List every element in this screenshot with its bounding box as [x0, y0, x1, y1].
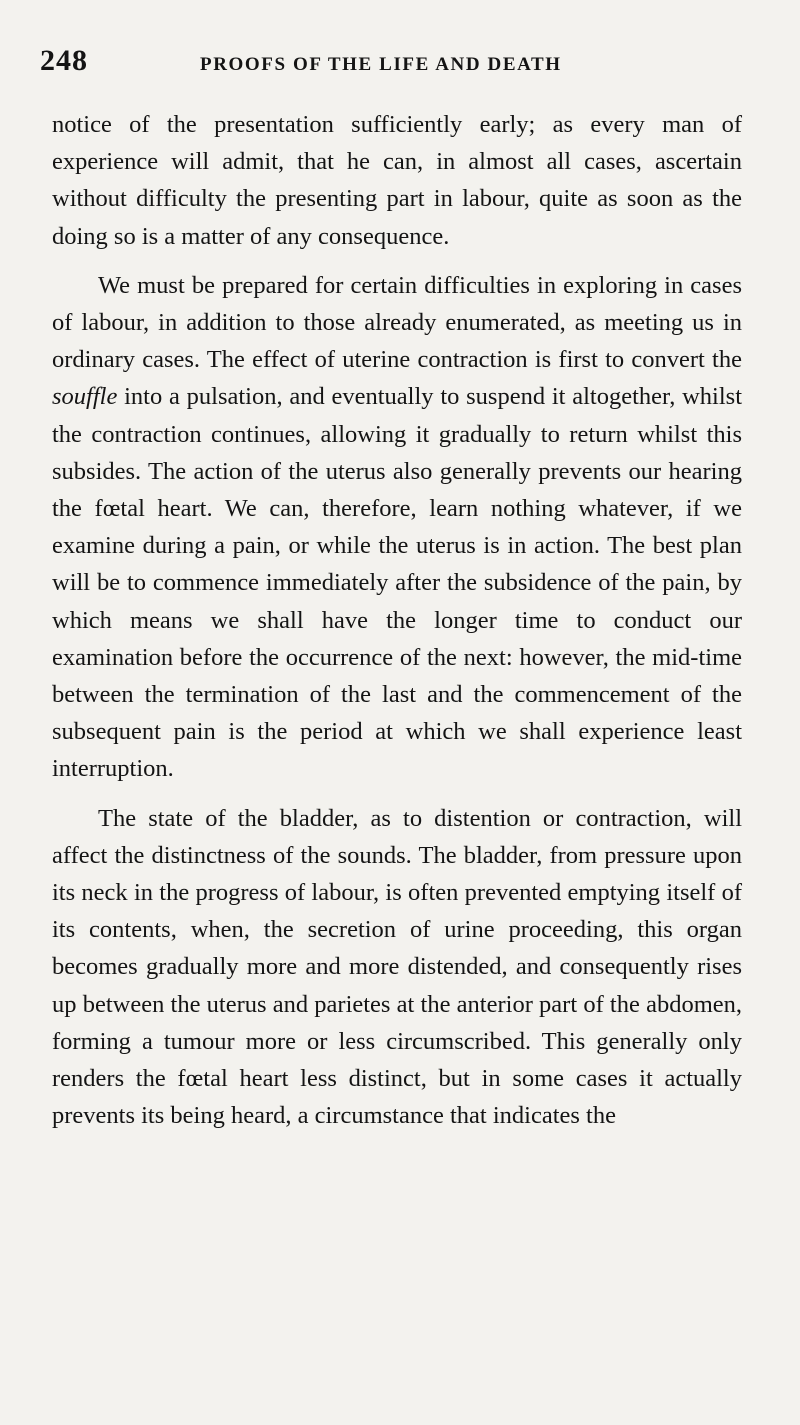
- paragraph-2-part-1: We must be prepared for certain difficulties in exploring in cases of labour, in addition to those already enumerated, as meeting us in ordinary cases. The effect of uterine contraction is first to convert the: [52, 271, 742, 374]
- running-head: PROOFS OF THE LIFE AND DEATH: [200, 54, 562, 75]
- italic-term-souffle: souffle: [52, 383, 118, 411]
- page-header: [40, 44, 760, 84]
- body-text: [52, 106, 742, 1146]
- paragraph-2-part-2: into a pulsation, and eventually to suspend it altogether, whilst the contraction continues, allowing it gradually to return whilst this subsides. The action of the uterus also generally prevents our hearing the fœtal heart. We can, therefore, learn nothing whatever, if we examine during a pain, or while the uterus is in action. The best plan will be to commence immediately after the subsidence of the pain, by which means we shall have the longer time to conduct our examination before the occurrence of the next: however, the mid-time between the termination of the last and the commencement of the subsequent pain is the period at which we shall experience least interruption.: [52, 383, 742, 783]
- paragraph-2: [52, 267, 742, 788]
- page-number: 248: [40, 44, 88, 77]
- paragraph-3: The state of the bladder, as to distention or contraction, will affect the distinctness of the sounds. The bladder, from pressure upon its neck in the progress of labour, is often prevented emptying itself of its contents, when, the secretion of urine proceeding, this organ becomes gradually more and more distended, and consequently rises up between the uterus and parietes at the anterior part of the abdomen, forming a tumour more or less circumscribed. This generally only renders the fœtal heart less distinct, but in some cases it actually prevents its being heard, a circumstance that indicates the: [52, 804, 742, 1130]
- paragraph-1: notice of the presentation sufficiently early; as every man of experience will admit, that he can, in almost all cases, ascertain without difficulty the presenting part in labour, quite as soon as the doing so is a matter of any consequence.: [52, 111, 742, 250]
